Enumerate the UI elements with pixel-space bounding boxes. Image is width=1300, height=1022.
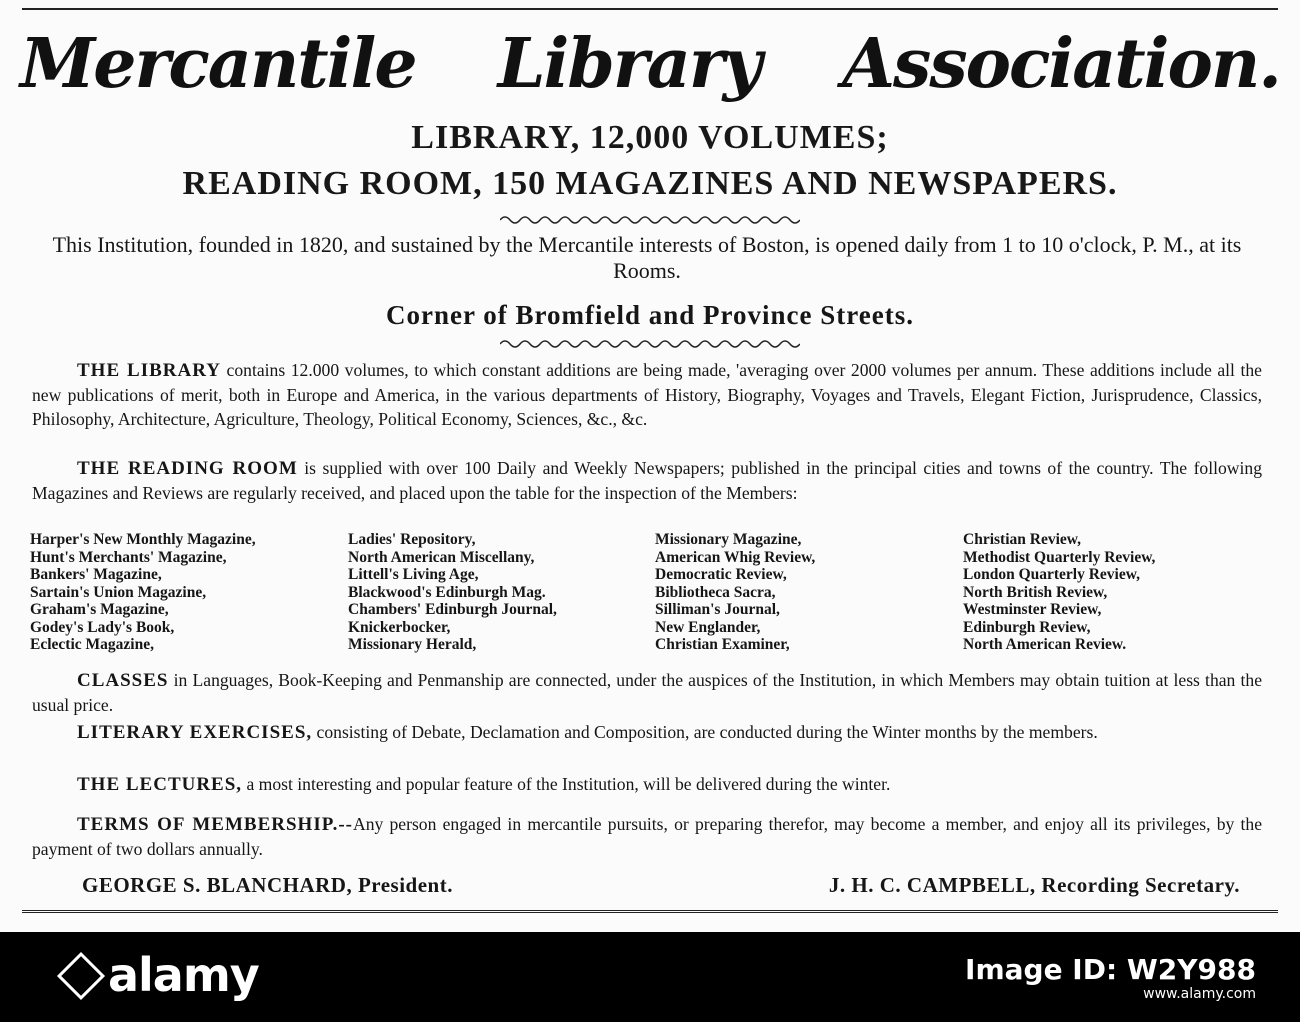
title-word-2: Library	[497, 24, 761, 104]
paragraph-literary-exercises	[32, 720, 1262, 745]
literary-lead: LITERARY EXERCISES,	[77, 722, 313, 743]
wavy-divider-2	[500, 338, 800, 350]
paragraph-reading-room	[32, 456, 1262, 505]
bottom-rule	[22, 910, 1278, 913]
magazine-item: Missionary Herald,	[348, 636, 477, 653]
magazine-item: Bibliotheca Sacra,	[655, 583, 776, 601]
alamy-logo	[50, 948, 259, 1002]
officers-line	[82, 872, 1240, 898]
paragraph-lectures	[32, 772, 1262, 797]
classes-lead: CLASSES	[77, 670, 169, 691]
site-url: www.alamy.com	[1143, 986, 1256, 1002]
terms-text: Any person engaged in mercantile pursuits, or preparing therefor, may become a member, and enjoy all its privileges, by the payment of two dollars annually.	[32, 814, 1262, 859]
lectures-lead: THE LECTURES,	[77, 774, 243, 795]
magazine-column-4	[963, 531, 1263, 654]
magazine-column-3	[655, 531, 963, 654]
magazine-item: Christian Examiner,	[655, 636, 790, 653]
magazine-list	[30, 531, 1263, 654]
magazine-item: Ladies' Repository,	[348, 531, 476, 548]
paragraph-classes	[32, 668, 1262, 717]
title-word-1: Mercantile	[20, 24, 416, 104]
headline-reading-room: READING ROOM, 150 MAGAZINES AND NEWSPAPERS.	[182, 165, 1118, 202]
magazine-column-1	[30, 531, 348, 654]
paragraph-library	[32, 358, 1262, 431]
headline-library: LIBRARY, 12,000 VOLUMES;	[411, 119, 889, 156]
magazine-item: Silliman's Journal,	[655, 601, 780, 618]
title-word-3: Association.	[842, 24, 1280, 104]
magazine-item: Graham's Magazine,	[30, 601, 169, 618]
magazine-item: Hunt's Merchants' Magazine,	[30, 548, 227, 566]
top-rule	[22, 8, 1278, 10]
magazine-item: Democratic Review,	[655, 566, 787, 583]
magazine-item: Eclectic Magazine,	[30, 636, 154, 653]
literary-text: consisting of Debate, Declamation and Composition, are conducted during the Winter months by the members.	[312, 722, 1098, 742]
president-signature: GEORGE S. BLANCHARD, President.	[82, 873, 453, 897]
magazine-item: North American Miscellany,	[348, 548, 535, 566]
diamond-logo-icon	[57, 952, 105, 1000]
location-line: Corner of Bromfield and Province Streets.	[386, 300, 914, 330]
terms-lead: TERMS OF MEMBERSHIP.--	[77, 814, 353, 835]
magazine-item: Harper's New Monthly Magazine,	[30, 531, 256, 548]
magazine-item: North American Review.	[963, 636, 1127, 653]
magazine-item: Godey's Lady's Book,	[30, 618, 175, 636]
magazine-item: Westminster Review,	[963, 601, 1102, 618]
image-id-block	[965, 954, 1256, 1002]
magazine-column-2	[348, 531, 655, 654]
lectures-text: a most interesting and popular feature of the Institution, will be delivered during the winter.	[242, 774, 891, 794]
magazine-item: Christian Review,	[963, 531, 1081, 548]
intro-text: This Institution, founded in 1820, and sustained by the Mercantile interests of Boston, is opened daily from 1 to 10 o'clock, P. M., at its Rooms.	[52, 232, 1242, 283]
magazine-item: Knickerbocker,	[348, 618, 451, 636]
library-lead: THE LIBRARY	[77, 360, 221, 381]
logo-text: alamy	[108, 948, 259, 1002]
magazine-item: Methodist Quarterly Review,	[963, 548, 1156, 566]
magazine-item: North British Review,	[963, 583, 1108, 601]
wavy-divider-1	[500, 214, 800, 226]
paragraph-terms	[32, 812, 1262, 861]
image-id-value: Image ID: W2Y988	[965, 953, 1256, 986]
magazine-item: Blackwood's Edinburgh Mag.	[348, 583, 546, 601]
magazine-item: Sartain's Union Magazine,	[30, 583, 207, 601]
magazine-item: Edinburgh Review,	[963, 618, 1091, 636]
library-text: contains 12.000 volumes, to which constant additions are being made, 'averaging over 2000 volumes per annum. These additions include all the new publications of merit, both in Europe and America, in the various departments of History, Biography, Voyages and Travels, Elegant Fiction, Jurisprudence, Classics, Philosophy, Architecture, Agriculture, Theology, Political Economy, Sciences, &c., &c.	[32, 360, 1262, 429]
magazine-item: New Englander,	[655, 618, 761, 636]
secretary-signature: J. H. C. CAMPBELL, Recording Secretary.	[828, 873, 1240, 897]
magazine-item: London Quarterly Review,	[963, 566, 1140, 583]
reading-room-lead: THE READING ROOM	[77, 458, 298, 479]
magazine-item: American Whig Review,	[655, 548, 816, 566]
reading-room-text: is supplied with over 100 Daily and Weekly Newspapers; published in the principal cities and towns of the country. The following Magazines and Reviews are regularly received, and placed upon the table for the inspection of the Members:	[32, 458, 1262, 503]
stock-footer-bar	[0, 932, 1300, 1022]
masthead-title	[20, 24, 1280, 104]
magazine-item: Missionary Magazine,	[655, 531, 802, 548]
magazine-item: Bankers' Magazine,	[30, 566, 162, 583]
classes-text: in Languages, Book-Keeping and Penmanship are connected, under the auspices of the Institution, in which Members may obtain tuition at less than the usual price.	[32, 670, 1262, 715]
magazine-item: Littell's Living Age,	[348, 566, 479, 583]
magazine-item: Chambers' Edinburgh Journal,	[348, 601, 557, 618]
